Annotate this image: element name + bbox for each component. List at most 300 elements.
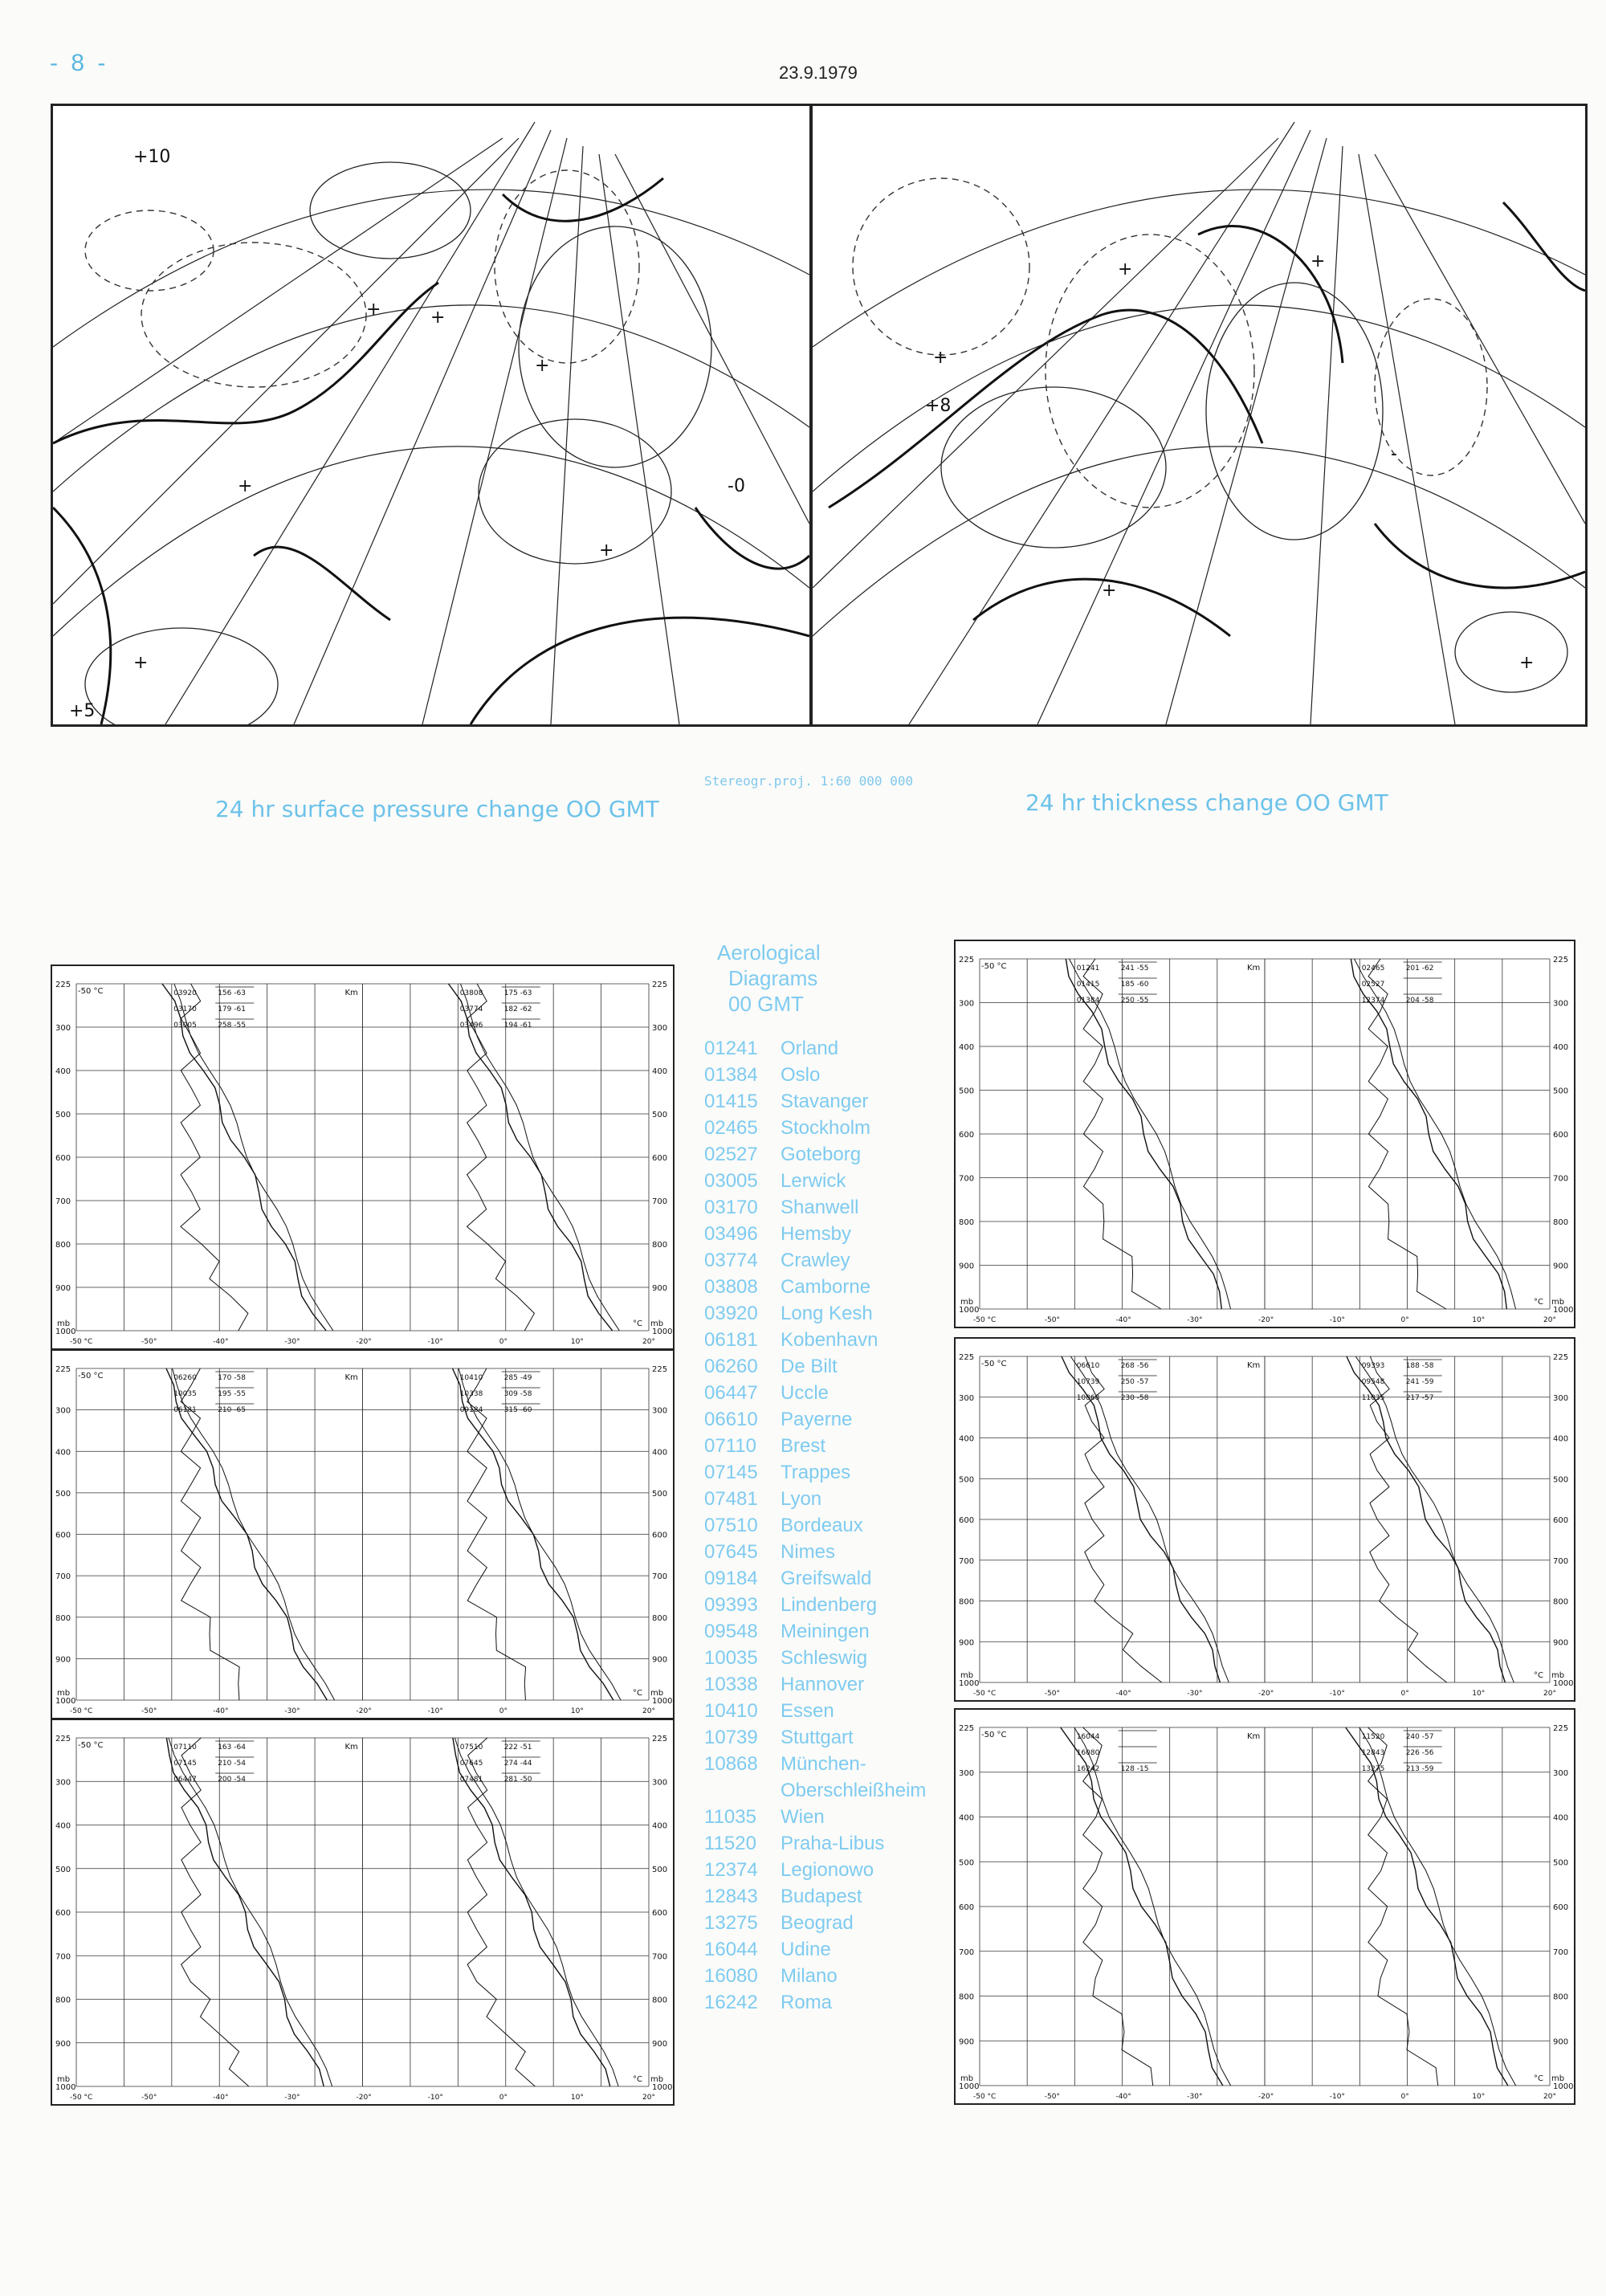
station-code: 07481	[704, 1488, 758, 1510]
station-entry	[704, 1724, 926, 1751]
temperature-label: -50°	[141, 2094, 157, 2102]
mb-label: mb	[650, 1689, 664, 1698]
station-name: Orland	[781, 1038, 839, 1059]
diagram-station-code: 06610	[1076, 1362, 1100, 1370]
temperature-label: -50 °C	[70, 2094, 93, 2102]
station-entry	[704, 1751, 926, 1777]
sounding-chart	[956, 1339, 1574, 1700]
diagram-station-value: 309 -58	[503, 1390, 532, 1398]
station-code: 16080	[704, 1965, 758, 1987]
station-code: 10338	[704, 1674, 758, 1695]
page-number: - 8 -	[50, 50, 109, 76]
station-entry	[704, 1035, 926, 1062]
km-label: Km	[344, 1743, 358, 1752]
station-name: München-	[781, 1753, 866, 1775]
station-name: Kobenhavn	[781, 1329, 878, 1351]
pressure-label: 400	[1553, 1813, 1569, 1823]
station-entry	[704, 1857, 926, 1883]
pressure-label: 300	[959, 1393, 975, 1403]
station-code: 13275	[704, 1912, 758, 1934]
station-code: 12843	[704, 1886, 758, 1907]
pressure-label: 600	[1553, 1131, 1569, 1140]
diagram-station-value: 274 -44	[503, 1760, 532, 1768]
station-name: Stockholm	[781, 1117, 871, 1139]
km-label: Km	[1247, 964, 1261, 973]
pressure-label: 225	[55, 1365, 71, 1374]
station-name: Schleswig	[781, 1647, 868, 1669]
pressure-label: 225	[959, 1724, 975, 1733]
pressure-label: 500	[1553, 1475, 1569, 1485]
station-code: 11520	[704, 1833, 756, 1854]
pressure-label: 300	[1553, 999, 1569, 1009]
diagram-station-code: 06181	[173, 1406, 197, 1414]
aerological-diagram-panel	[954, 1337, 1575, 1702]
corner-temp-label: °C	[633, 1689, 642, 1698]
station-entry	[704, 1592, 926, 1618]
station-name: Long Kesh	[781, 1303, 873, 1324]
diagram-station-value: 170 -58	[218, 1374, 246, 1382]
diagram-station-code: 16044	[1076, 1733, 1100, 1741]
pressure-label: 900	[959, 1638, 975, 1648]
station-entry	[704, 1804, 926, 1830]
temperature-label: 10°	[570, 1707, 584, 1715]
station-name: Milano	[781, 1965, 838, 1987]
pressure-label: 1000	[55, 1327, 76, 1336]
temperature-label: 0°	[499, 2094, 507, 2102]
diagram-station-code: 10338	[459, 1390, 483, 1398]
diagram-station-value: 222 -51	[503, 1743, 532, 1752]
pressure-label: 1000	[55, 2083, 76, 2092]
station-entry	[704, 1141, 926, 1168]
temperature-label: -10°	[427, 1707, 443, 1715]
diagram-station-code: 12374	[1361, 997, 1385, 1005]
mb-label: mb	[1551, 1298, 1565, 1307]
station-code: 01415	[704, 1091, 758, 1112]
station-name: Stuttgart	[781, 1727, 854, 1748]
station-name: Brest	[781, 1435, 826, 1457]
temperature-label: -40°	[213, 2094, 229, 2102]
station-name: Wien	[781, 1806, 825, 1828]
diagram-station-code: 01415	[1076, 981, 1100, 989]
svg-text:+: +	[238, 476, 253, 496]
pressure-label: 1000	[1553, 2082, 1574, 2091]
pressure-label: 225	[959, 1353, 975, 1362]
svg-text:+8: +8	[925, 396, 952, 416]
corner-temp-label: -50 °C	[78, 1741, 104, 1750]
diagram-station-value: 201 -62	[1405, 964, 1434, 973]
station-code: 07145	[704, 1462, 758, 1483]
pressure-label: 700	[55, 1197, 71, 1206]
pressure-label: 500	[652, 1865, 668, 1874]
mb-label: mb	[650, 1319, 664, 1328]
temperature-label: -10°	[1329, 1316, 1345, 1324]
pressure-label: 500	[652, 1489, 668, 1499]
mb-label: mb	[57, 1319, 71, 1328]
diagram-station-code: 01241	[1076, 964, 1100, 973]
temperature-label: -20°	[356, 1338, 372, 1346]
mb-label: mb	[960, 1298, 974, 1307]
temperature-label: -50 °C	[973, 1690, 997, 1698]
station-name: Bordeaux	[781, 1515, 863, 1536]
diagram-station-code: 06260	[173, 1374, 197, 1382]
pressure-label: 900	[1553, 1638, 1569, 1648]
station-entry	[704, 1194, 926, 1221]
pressure-label: 700	[652, 1197, 668, 1206]
station-entry	[704, 1088, 926, 1115]
station-entry	[704, 1247, 926, 1274]
pressure-label: 500	[1553, 1858, 1569, 1868]
station-name: Greifswald	[781, 1568, 872, 1589]
temperature-label: -50 °C	[70, 1707, 93, 1715]
pressure-label: 800	[652, 1613, 668, 1623]
temperature-label: -50 °C	[973, 1316, 997, 1324]
svg-text:+: +	[1118, 259, 1133, 279]
station-code: 02527	[704, 1144, 758, 1165]
station-entry	[704, 1512, 926, 1539]
station-entry	[704, 1274, 926, 1300]
aerology-title	[717, 940, 878, 1017]
svg-text:+: +	[1310, 251, 1326, 271]
station-name: Crawley	[781, 1250, 850, 1271]
diagram-station-value: 128 -15	[1120, 1765, 1149, 1773]
pressure-label: 800	[55, 1613, 71, 1623]
diagram-station-value: 217 -57	[1405, 1394, 1434, 1402]
temperature-label: -10°	[427, 2094, 443, 2102]
station-code: 07510	[704, 1515, 758, 1536]
pressure-label: 800	[55, 1241, 71, 1250]
mb-label: mb	[650, 2075, 664, 2084]
pressure-label: 225	[652, 1365, 668, 1374]
svg-text:+: +	[599, 540, 614, 561]
svg-text:+: +	[1102, 581, 1117, 601]
temperature-label: 10°	[1472, 1316, 1486, 1324]
station-code: 03170	[704, 1197, 758, 1218]
diagram-station-code: 10035	[173, 1390, 197, 1398]
diagram-station-code: 03920	[173, 989, 197, 997]
station-entry	[704, 1327, 926, 1353]
temperature-label: -10°	[1329, 2093, 1345, 2101]
station-entry	[704, 1486, 926, 1512]
km-label: Km	[1247, 1361, 1261, 1370]
pressure-label: 225	[652, 1735, 668, 1743]
pressure-label: 300	[652, 1024, 668, 1033]
temperature-label: -50 °C	[973, 2093, 997, 2101]
pressure-label: 700	[652, 1572, 668, 1582]
temperature-label: -50°	[141, 1338, 157, 1346]
pressure-label: 400	[959, 1043, 975, 1052]
station-code: 16044	[704, 1939, 758, 1960]
pressure-label: 225	[1553, 1724, 1569, 1733]
pressure-label: 900	[1553, 1262, 1569, 1271]
sounding-chart	[956, 941, 1574, 1327]
thickness-change-map	[810, 104, 1588, 727]
pressure-label: 800	[55, 1996, 71, 2005]
temperature-label: -50°	[141, 1707, 157, 1715]
diagram-station-value: 230 -58	[1120, 1394, 1149, 1402]
diagram-station-code: 07110	[173, 1743, 197, 1752]
corner-temp-label: -50 °C	[981, 1731, 1007, 1739]
svg-text:+: +	[366, 300, 381, 320]
station-entry	[704, 1300, 926, 1327]
pressure-label: 300	[959, 999, 975, 1009]
station-code: 06260	[704, 1356, 758, 1377]
temperature-label: -30°	[284, 2094, 300, 2102]
mb-label: mb	[960, 1671, 974, 1680]
station-name: Beograd	[781, 1912, 854, 1934]
svg-text:+: +	[933, 348, 948, 368]
station-code: 03496	[704, 1223, 758, 1245]
station-entry	[704, 1459, 926, 1486]
pressure-label: 500	[55, 1489, 71, 1499]
corner-temp-label: -50 °C	[78, 1372, 104, 1380]
km-label: Km	[344, 1373, 358, 1382]
diagram-station-value: 200 -54	[218, 1776, 246, 1784]
corner-temp-label: °C	[1534, 1671, 1543, 1680]
pressure-label: 400	[55, 1067, 71, 1076]
station-code: 03774	[704, 1250, 758, 1271]
station-code: 06181	[704, 1329, 758, 1351]
diagram-station-value: 210 -54	[218, 1760, 246, 1768]
mb-label: mb	[1551, 2074, 1565, 2083]
station-name: Hemsby	[781, 1223, 852, 1245]
temperature-label: -20°	[356, 1707, 372, 1715]
km-label: Km	[1247, 1732, 1261, 1741]
station-entry	[704, 1936, 926, 1963]
station-code: 09184	[704, 1568, 758, 1589]
diagram-station-value: 210 -65	[218, 1406, 246, 1414]
station-name: Praha-Libus	[781, 1833, 885, 1854]
diagram-station-value: 250 -57	[1120, 1378, 1149, 1386]
station-code: 10035	[704, 1647, 758, 1669]
station-name: Lindenberg	[781, 1594, 878, 1616]
diagram-station-value: 188 -58	[1405, 1362, 1434, 1370]
temperature-label: 10°	[570, 2094, 584, 2102]
diagram-station-value: 250 -55	[1120, 997, 1149, 1005]
diagram-station-code: 12843	[1361, 1749, 1385, 1757]
corner-temp-label: °C	[633, 2075, 642, 2084]
diagram-station-value: 241 -59	[1405, 1378, 1434, 1386]
station-name: Goteborg	[781, 1144, 862, 1165]
station-code: 16242	[704, 1992, 758, 2013]
station-name: Lyon	[781, 1488, 822, 1510]
pressure-label: 300	[55, 1406, 71, 1416]
station-entry	[704, 1618, 926, 1645]
pressure-label: 400	[55, 1821, 71, 1831]
station-code: 09393	[704, 1594, 758, 1616]
corner-temp-label: -50 °C	[981, 962, 1007, 971]
diagram-station-code: 01384	[1076, 997, 1100, 1005]
pressure-label: 225	[652, 981, 668, 989]
pressure-label: 700	[959, 1556, 975, 1566]
pressure-label: 1000	[1553, 1306, 1574, 1315]
svg-text:+10: +10	[133, 147, 171, 167]
temperature-label: -10°	[1329, 1690, 1345, 1698]
pressure-label: 400	[652, 1448, 668, 1458]
station-name: Hannover	[781, 1674, 865, 1695]
station-list	[704, 1035, 926, 2016]
temperature-label: -40°	[213, 1707, 229, 1715]
temperature-label: 20°	[642, 2094, 655, 2102]
pressure-label: 700	[1553, 1174, 1569, 1184]
projection-note: Stereogr.proj. 1:60 000 000	[704, 773, 914, 789]
temperature-label: 10°	[1472, 2093, 1486, 2101]
station-entry	[704, 1062, 926, 1088]
temperature-label: -20°	[1258, 1690, 1274, 1698]
sounding-chart	[52, 966, 673, 1348]
corner-temp-label: -50 °C	[78, 987, 104, 996]
corner-temp-label: °C	[633, 1319, 642, 1328]
temperature-label: -20°	[1258, 2093, 1274, 2101]
pressure-label: 300	[55, 1778, 71, 1788]
station-name: Trappes	[781, 1462, 851, 1483]
diagram-station-value: 226 -56	[1405, 1749, 1434, 1757]
pressure-label: 225	[1553, 1353, 1569, 1362]
pressure-label: 900	[652, 2039, 668, 2049]
pressure-label: 225	[1553, 956, 1569, 964]
diagram-station-code: 03170	[173, 1005, 197, 1013]
diagram-station-code: 02527	[1361, 981, 1385, 989]
pressure-label: 400	[652, 1067, 668, 1076]
pressure-label: 600	[55, 1909, 71, 1918]
station-entry	[704, 1115, 926, 1141]
diagram-station-code: 10739	[1076, 1378, 1100, 1386]
pressure-label: 400	[1553, 1434, 1569, 1444]
diagram-station-value: 213 -59	[1405, 1765, 1434, 1773]
aerological-diagram-panel	[954, 1708, 1575, 2105]
mb-label: mb	[960, 2074, 974, 2083]
diagram-station-code: 07510	[459, 1743, 483, 1752]
sounding-chart	[52, 1720, 673, 2104]
pressure-label: 700	[1553, 1947, 1569, 1957]
pressure-label: 600	[1553, 1516, 1569, 1525]
mb-label: mb	[1551, 1671, 1565, 1680]
diagram-station-value: 285 -49	[503, 1374, 532, 1382]
aerology-title-line: Diagrams	[728, 966, 818, 990]
pressure-label: 225	[55, 1735, 71, 1743]
diagram-station-value: 182 -62	[503, 1005, 532, 1013]
diagram-station-code: 16080	[1076, 1749, 1100, 1757]
pressure-label: 700	[652, 1952, 668, 1962]
temperature-label: -40°	[1115, 2093, 1131, 2101]
pressure-label: 900	[55, 1655, 71, 1665]
temperature-label: -50 °C	[70, 1338, 93, 1346]
station-code: 10739	[704, 1727, 758, 1748]
station-code: 06447	[704, 1382, 758, 1404]
diagram-station-value: 194 -61	[503, 1022, 532, 1030]
temperature-label: 0°	[1400, 1690, 1409, 1698]
pressure-label: 800	[959, 1992, 975, 2002]
pressure-label: 600	[959, 1131, 975, 1140]
station-name: Meiningen	[781, 1621, 870, 1642]
station-entry	[704, 1830, 926, 1857]
diagram-station-code: 09393	[1361, 1362, 1385, 1370]
station-entry	[704, 1989, 926, 2016]
pressure-label: 700	[1553, 1556, 1569, 1566]
diagram-station-value: 281 -50	[503, 1776, 532, 1784]
station-entry	[704, 1168, 926, 1194]
diagram-station-value: 240 -57	[1405, 1733, 1434, 1741]
pressure-label: 900	[959, 1262, 975, 1271]
pressure-label: 500	[1553, 1087, 1569, 1096]
temperature-label: 0°	[1400, 2093, 1409, 2101]
temperature-label: -40°	[213, 1338, 229, 1346]
pressure-label: 600	[1553, 1903, 1569, 1912]
diagram-station-code: 03005	[173, 1022, 197, 1030]
svg-text:+: +	[133, 653, 149, 673]
pressure-change-map	[51, 104, 812, 727]
pressure-label: 900	[1553, 2037, 1569, 2047]
station-code: 03920	[704, 1303, 758, 1324]
pressure-label: 1000	[652, 1327, 673, 1336]
pressure-label: 500	[55, 1865, 71, 1874]
pressure-label: 700	[959, 1947, 975, 1957]
pressure-label: 600	[652, 1154, 668, 1163]
diagram-station-code: 02465	[1361, 964, 1385, 973]
pressure-label: 400	[959, 1813, 975, 1823]
svg-text:+: +	[1519, 653, 1535, 673]
diagram-station-code: 13275	[1361, 1765, 1385, 1773]
pressure-label: 700	[959, 1174, 975, 1184]
station-entry	[704, 1353, 926, 1380]
station-code: 01384	[704, 1064, 758, 1086]
diagram-station-code: 09184	[459, 1406, 483, 1414]
station-code: 03808	[704, 1276, 758, 1298]
temperature-label: -20°	[1258, 1316, 1274, 1324]
pressure-label: 800	[959, 1218, 975, 1227]
pressure-label: 1000	[959, 2082, 980, 2091]
pressure-label: 300	[959, 1768, 975, 1778]
aerological-diagram-panel	[51, 1719, 675, 2106]
svg-text:+: +	[430, 308, 446, 328]
station-entry	[704, 1433, 926, 1459]
station-name: Payerne	[781, 1409, 853, 1430]
pressure-label: 400	[652, 1821, 668, 1831]
diagram-station-code: 03496	[459, 1022, 483, 1030]
diagram-station-value: 195 -55	[218, 1390, 246, 1398]
svg-text:-0: -0	[728, 476, 745, 496]
diagram-station-value: 179 -61	[218, 1005, 246, 1013]
diagram-station-value: 315 -60	[503, 1406, 532, 1414]
pressure-change-map-drawing	[53, 106, 809, 724]
pressure-label: 800	[1553, 1992, 1569, 2002]
pressure-label: 500	[959, 1475, 975, 1485]
diagram-station-code: 07481	[459, 1776, 483, 1784]
temperature-label: -40°	[1115, 1316, 1131, 1324]
station-name: Stavanger	[781, 1091, 869, 1112]
pressure-label: 600	[652, 1909, 668, 1918]
sounding-chart	[52, 1351, 673, 1718]
pressure-label: 1000	[959, 1679, 980, 1688]
diagram-station-code: 03774	[459, 1005, 483, 1013]
aerology-title-line: Aerological	[717, 940, 821, 964]
pressure-label: 300	[1553, 1768, 1569, 1778]
pressure-label: 1000	[652, 1697, 673, 1706]
station-code: 11035	[704, 1806, 756, 1828]
pressure-label: 600	[959, 1516, 975, 1525]
diagram-station-value: 156 -63	[218, 989, 246, 997]
pressure-label: 600	[652, 1531, 668, 1540]
temperature-label: -20°	[356, 2094, 372, 2102]
station-code: 07645	[704, 1541, 758, 1563]
pressure-label: 800	[1553, 1597, 1569, 1607]
diagram-station-value: 268 -56	[1120, 1362, 1149, 1370]
station-code: 01241	[704, 1038, 758, 1059]
station-entry	[704, 1671, 926, 1698]
thickness-map-caption: 24 hr thickness change OO GMT	[1025, 789, 1388, 816]
station-entry	[704, 1883, 926, 1910]
mb-label: mb	[57, 2075, 71, 2084]
station-entry	[704, 1221, 926, 1247]
